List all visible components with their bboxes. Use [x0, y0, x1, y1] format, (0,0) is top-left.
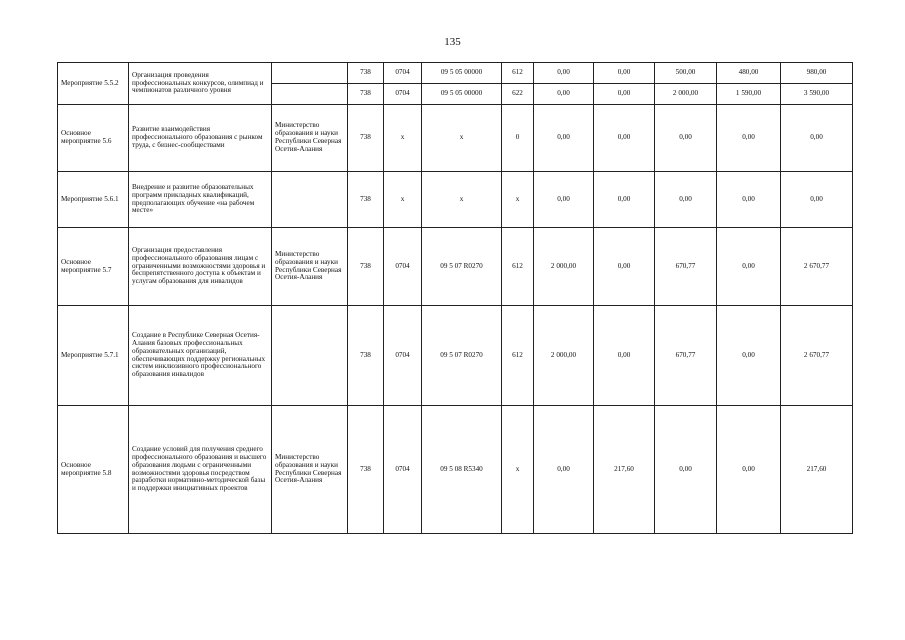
cell-vr: 0 — [502, 105, 534, 172]
cell-label: Мероприятие 5.6.1 — [58, 172, 129, 228]
cell-label: Основное мероприятие 5.7 — [58, 228, 129, 306]
cell-year-1: 0,00 — [534, 406, 594, 534]
cell-vr: 612 — [502, 63, 534, 84]
cell-year-2: 0,00 — [594, 306, 655, 406]
cell-description: Развитие взаимодействия профессионального образования с рынком труда, с бизнес-сообществами — [129, 105, 272, 172]
cell-year-4: 0,00 — [717, 306, 781, 406]
cell-rzpr: 0704 — [384, 63, 422, 84]
cell-grbs: 738 — [348, 105, 384, 172]
table-row — [58, 406, 853, 534]
cell-vr: х — [502, 406, 534, 534]
cell-total: 2 670,77 — [781, 228, 853, 306]
cell-year-3: 500,00 — [655, 63, 717, 84]
cell-year-3: 0,00 — [655, 406, 717, 534]
cell-year-3: 670,77 — [655, 306, 717, 406]
cell-year-3: 2 000,00 — [655, 84, 717, 105]
cell-rzpr: 0704 — [384, 306, 422, 406]
cell-year-1: 2 000,00 — [534, 306, 594, 406]
cell-description: Создание в Республике Северная Осетия-Алания базовых профессиональных образовательных организаций, обеспечивающих поддержку региональных систем инклюзивного профессионального образования инвалидов — [129, 306, 272, 406]
cell-year-1: 2 000,00 — [534, 228, 594, 306]
cell-year-1: 0,00 — [534, 84, 594, 105]
cell-label: Основное мероприятие 5.6 — [58, 105, 129, 172]
cell-csr: х — [422, 105, 502, 172]
cell-rzpr: х — [384, 172, 422, 228]
cell-csr: 09 5 05 00000 — [422, 84, 502, 105]
cell-vr: 612 — [502, 228, 534, 306]
cell-label: Мероприятие 5.7.1 — [58, 306, 129, 406]
cell-year-3: 0,00 — [655, 105, 717, 172]
cell-total: 0,00 — [781, 172, 853, 228]
cell-executor — [272, 63, 348, 84]
cell-executor: Министерство образования и науки Республики Северная Осетия-Алания — [272, 228, 348, 306]
cell-year-3: 0,00 — [655, 172, 717, 228]
cell-rzpr: х — [384, 105, 422, 172]
table-row — [58, 228, 853, 306]
cell-executor — [272, 84, 348, 105]
cell-executor — [272, 306, 348, 406]
cell-vr: 622 — [502, 84, 534, 105]
cell-rzpr: 0704 — [384, 406, 422, 534]
cell-year-3: 670,77 — [655, 228, 717, 306]
cell-year-1: 0,00 — [534, 63, 594, 84]
cell-grbs: 738 — [348, 406, 384, 534]
table-row — [58, 306, 853, 406]
cell-year-4: 0,00 — [717, 105, 781, 172]
cell-year-4: 480,00 — [717, 63, 781, 84]
cell-total: 0,00 — [781, 105, 853, 172]
cell-year-2: 0,00 — [594, 63, 655, 84]
cell-csr: 09 5 07 R0270 — [422, 228, 502, 306]
cell-year-1: 0,00 — [534, 172, 594, 228]
cell-label: Основное мероприятие 5.8 — [58, 406, 129, 534]
cell-year-2: 0,00 — [594, 84, 655, 105]
budget-table — [57, 62, 853, 534]
cell-rzpr: 0704 — [384, 228, 422, 306]
cell-grbs: 738 — [348, 172, 384, 228]
page-number: 135 — [444, 36, 461, 48]
cell-year-4: 1 590,00 — [717, 84, 781, 105]
cell-executor: Министерство образования и науки Республики Северная Осетия-Алания — [272, 105, 348, 172]
cell-grbs: 738 — [348, 84, 384, 105]
cell-label: Мероприятие 5.5.2 — [58, 63, 129, 105]
cell-year-1: 0,00 — [534, 105, 594, 172]
cell-total: 980,00 — [781, 63, 853, 84]
table-row — [58, 63, 853, 84]
cell-executor: Министерство образования и науки Республики Северная Осетия-Алания — [272, 406, 348, 534]
cell-year-4: 0,00 — [717, 172, 781, 228]
cell-grbs: 738 — [348, 63, 384, 84]
cell-grbs: 738 — [348, 228, 384, 306]
cell-year-2: 0,00 — [594, 105, 655, 172]
cell-year-2: 217,60 — [594, 406, 655, 534]
table-row — [58, 105, 853, 172]
cell-grbs: 738 — [348, 306, 384, 406]
cell-description: Внедрение и развитие образовательных программ прикладных квалификаций, предполагающих обучение «на рабочем месте» — [129, 172, 272, 228]
cell-year-4: 0,00 — [717, 406, 781, 534]
cell-csr: 09 5 05 00000 — [422, 63, 502, 84]
cell-total: 3 590,00 — [781, 84, 853, 105]
cell-csr: 09 5 08 R5340 — [422, 406, 502, 534]
cell-vr: х — [502, 172, 534, 228]
cell-total: 2 670,77 — [781, 306, 853, 406]
cell-year-4: 0,00 — [717, 228, 781, 306]
cell-description: Организация проведения профессиональных конкурсов, олимпиад и чемпионатов различного уровня — [129, 63, 272, 105]
cell-year-2: 0,00 — [594, 228, 655, 306]
cell-total: 217,60 — [781, 406, 853, 534]
table-row — [58, 172, 853, 228]
cell-vr: 612 — [502, 306, 534, 406]
cell-executor — [272, 172, 348, 228]
cell-rzpr: 0704 — [384, 84, 422, 105]
cell-description: Создание условий для получения среднего профессионального образования и высшего образования людьми с ограниченными возможностями здоровья посредством разработки нормативно-методической базы и поддержки инициативных проектов — [129, 406, 272, 534]
cell-year-2: 0,00 — [594, 172, 655, 228]
cell-csr: х — [422, 172, 502, 228]
cell-csr: 09 5 07 R0270 — [422, 306, 502, 406]
cell-description: Организация предоставления профессионального образования лицам с ограниченными возможностями здоровья и беспрепятственного доступа к объектам и услугам образования для инвалидов — [129, 228, 272, 306]
